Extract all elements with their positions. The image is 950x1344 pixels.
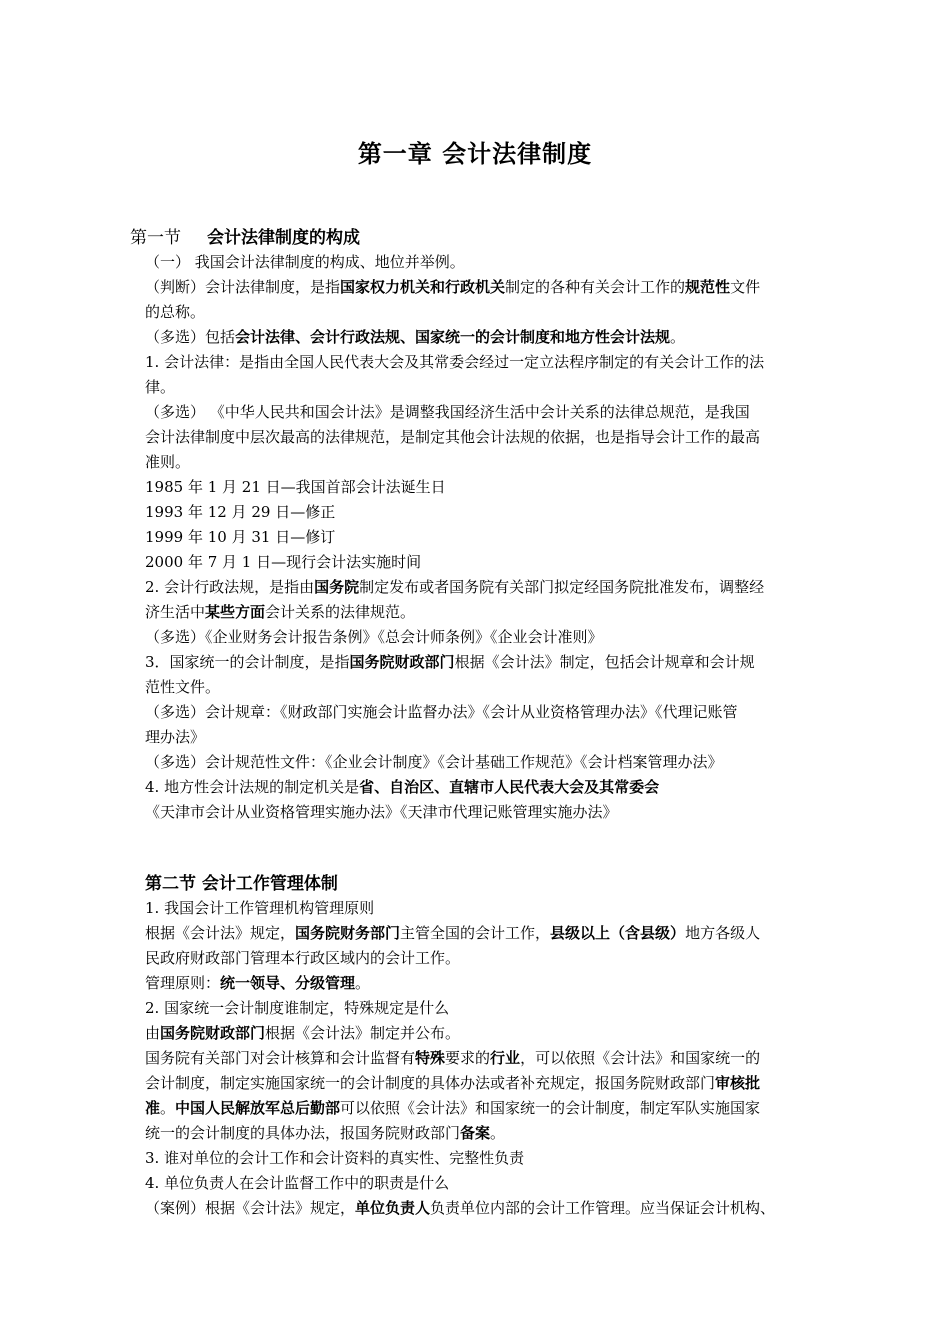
section1-line (145, 525, 845, 550)
text-run: 3．国家统一的会计制度，是指 (145, 653, 350, 671)
bold-text: 省、自治区、直辖市人民代表大会及其常委会 (359, 778, 660, 796)
section1-title: 会计法律制度的构成 (207, 228, 360, 248)
text-run: （多选）包括 (145, 328, 236, 346)
section2-heading: 第二节 会计工作管理体制 (145, 874, 338, 894)
section2-line (145, 996, 845, 1021)
section2-line (145, 1096, 845, 1121)
text-run: 根据《会计法》制定并公布。 (265, 1024, 461, 1042)
text-run: 1993 年 12 月 29 日—修正 (145, 503, 336, 521)
section1-line (145, 600, 845, 625)
section1-line (145, 250, 845, 275)
text-run: 要求的 (445, 1049, 491, 1067)
bold-text: 中国人民解放军总后勤部 (175, 1099, 341, 1117)
section1-line (145, 700, 845, 725)
text-run: 济生活中 (145, 603, 206, 621)
text-run: 。 (490, 1124, 506, 1142)
bold-text: 特殊 (415, 1049, 446, 1067)
text-run: 会计关系的法律规范。 (265, 603, 416, 621)
text-run: 文件 (730, 278, 761, 296)
section1-line (145, 400, 845, 425)
text-run: 制定发布或者国务院有关部门拟定经国务院批准发布，调整经 (359, 578, 765, 596)
text-run: 1985 年 1 月 21 日—我国首部会计法诞生日 (145, 478, 446, 496)
text-run: 负责单位内部的会计工作管理。应当保证会计机构、 (430, 1199, 776, 1217)
text-run: （多选） 《中华人民共和国会计法》是调整我国经济生活中会计关系的法律总规范，是我国 (145, 403, 750, 421)
text-run: ，可以依照《会计法》和国家统一的 (520, 1049, 761, 1067)
bold-text: 会计法律、会计行政法规、国家统一的会计制度和地方性会计法规 (235, 328, 671, 346)
section1-line (145, 650, 845, 675)
text-run: （一） 我国会计法律制度的构成、地位并举例。 (145, 253, 465, 271)
text-run: 国务院有关部门对会计核算和会计监督有 (145, 1049, 416, 1067)
section1-line (145, 475, 845, 500)
text-run: 理办法》 (145, 728, 206, 746)
text-run: 3. 谁对单位的会计工作和会计资料的真实性、完整性负责 (145, 1149, 525, 1167)
section1-line (145, 775, 845, 800)
text-run: （多选）会计规范性文件：《企业会计制度》《会计基础工作规范》《会计档案管理办法》 (145, 753, 723, 771)
section2-line (145, 1021, 845, 1046)
text-run: 会计法律制度中层次最高的法律规范，是制定其他会计法规的依据，也是指导会计工作的最高 (145, 428, 761, 446)
section2-line (145, 1071, 845, 1096)
text-run: 民政府财政部门管理本行政区域内的会计工作。 (145, 949, 461, 967)
text-run: 1. 会计法律：是指由全国人民代表大会及其常委会经过一定立法程序制定的有关会计工作的法 (145, 353, 765, 371)
section1-line (145, 350, 845, 375)
section1-line (145, 550, 845, 575)
bold-text: 某些方面 (205, 603, 266, 621)
section1-line (145, 300, 845, 325)
bold-text: 国务院财务部门 (295, 924, 401, 942)
section1-line (145, 500, 845, 525)
text-run: 统一的会计制度的具体办法，报国务院财政部门 (145, 1124, 461, 1142)
text-run: 4. 单位负责人在会计监督工作中的职责是什么 (145, 1174, 450, 1192)
text-run: 律。 (145, 378, 176, 396)
bold-text: 国家权力机关和行政机关 (340, 278, 506, 296)
text-run: 主管全国的会计工作， (400, 924, 551, 942)
section1-line (145, 325, 845, 350)
section1-heading (130, 226, 830, 251)
section1-line (145, 425, 845, 450)
text-run: 管理原则： (145, 974, 221, 992)
section1-line (145, 675, 845, 700)
text-run: 《天津市会计从业资格管理实施办法》《天津市代理记账管理实施办法》 (145, 803, 618, 821)
section1-line (145, 575, 845, 600)
text-run: 由 (145, 1024, 161, 1042)
section2-line (145, 1046, 845, 1071)
text-run: 制定的各种有关会计工作的 (505, 278, 686, 296)
text-run: 。 (160, 1099, 176, 1117)
bold-text: 备案 (460, 1124, 491, 1142)
bold-text: 统一领导、分级管理 (220, 974, 356, 992)
text-run: （多选）《企业财务会计报告条例》《总会计师条例》《企业会计准则》 (145, 628, 603, 646)
section1-line (145, 275, 845, 300)
text-run: 准则。 (145, 453, 191, 471)
section2-line (145, 1171, 845, 1196)
bold-text: 国务院财政部门 (349, 653, 455, 671)
text-run: 根据《会计法》规定， (145, 924, 296, 942)
section2-line (145, 946, 845, 971)
section2-line (145, 896, 845, 921)
section1-line (145, 800, 845, 825)
text-run: 可以依照《会计法》和国家统一的会计制度，制定军队实施国家 (340, 1099, 761, 1117)
section1-label: 第一节 (130, 228, 181, 248)
text-run: 2. 会计行政法规，是指由 (145, 578, 315, 596)
section2-line (145, 1121, 845, 1146)
text-run: （案例）根据《会计法》规定， (145, 1199, 356, 1217)
section1-line (145, 625, 845, 650)
text-run: 2000 年 7 月 1 日—现行会计法实施时间 (145, 553, 422, 571)
text-run: 的总称。 (145, 303, 206, 321)
text-run: （多选）会计规章：《财政部门实施会计监督办法》《会计从业资格管理办法》《代理记账管 (145, 703, 738, 721)
section1-line (145, 375, 845, 400)
bold-text: 国务院财政部门 (160, 1024, 266, 1042)
text-run: 范性文件。 (145, 678, 221, 696)
section1-line (145, 750, 845, 775)
bold-text: 行业 (490, 1049, 521, 1067)
bold-text: 规范性 (685, 278, 731, 296)
text-run: 根据《会计法》制定，包括会计规章和会计规 (454, 653, 755, 671)
bold-text: 县级以上（含县级） (550, 924, 686, 942)
section1-line (145, 450, 845, 475)
section2-line (145, 1146, 845, 1171)
section2-line (145, 921, 845, 946)
text-run: 1999 年 10 月 31 日—修订 (145, 528, 336, 546)
section1-line (145, 725, 845, 750)
text-run: （判断）会计法律制度，是指 (145, 278, 341, 296)
text-run: 会计制度，制定实施国家统一的会计制度的具体办法或者补充规定，报国务院财政部门 (145, 1074, 716, 1092)
text-run: 1. 我国会计工作管理机构管理原则 (145, 899, 375, 917)
text-run: 。 (670, 328, 686, 346)
bold-text: 准 (145, 1099, 161, 1117)
text-run: 地方各级人 (685, 924, 761, 942)
chapter-title: 第一章 会计法律制度 (357, 140, 593, 168)
text-run: 2. 国家统一会计制度谁制定，特殊规定是什么 (145, 999, 450, 1017)
bold-text: 国务院 (314, 578, 360, 596)
section2-line (145, 1196, 845, 1221)
bold-text: 单位负责人 (355, 1199, 431, 1217)
text-run: 4. 地方性会计法规的制定机关是 (145, 778, 360, 796)
bold-text: 审核批 (715, 1074, 761, 1092)
text-run: 。 (355, 974, 371, 992)
section2-line (145, 971, 845, 996)
